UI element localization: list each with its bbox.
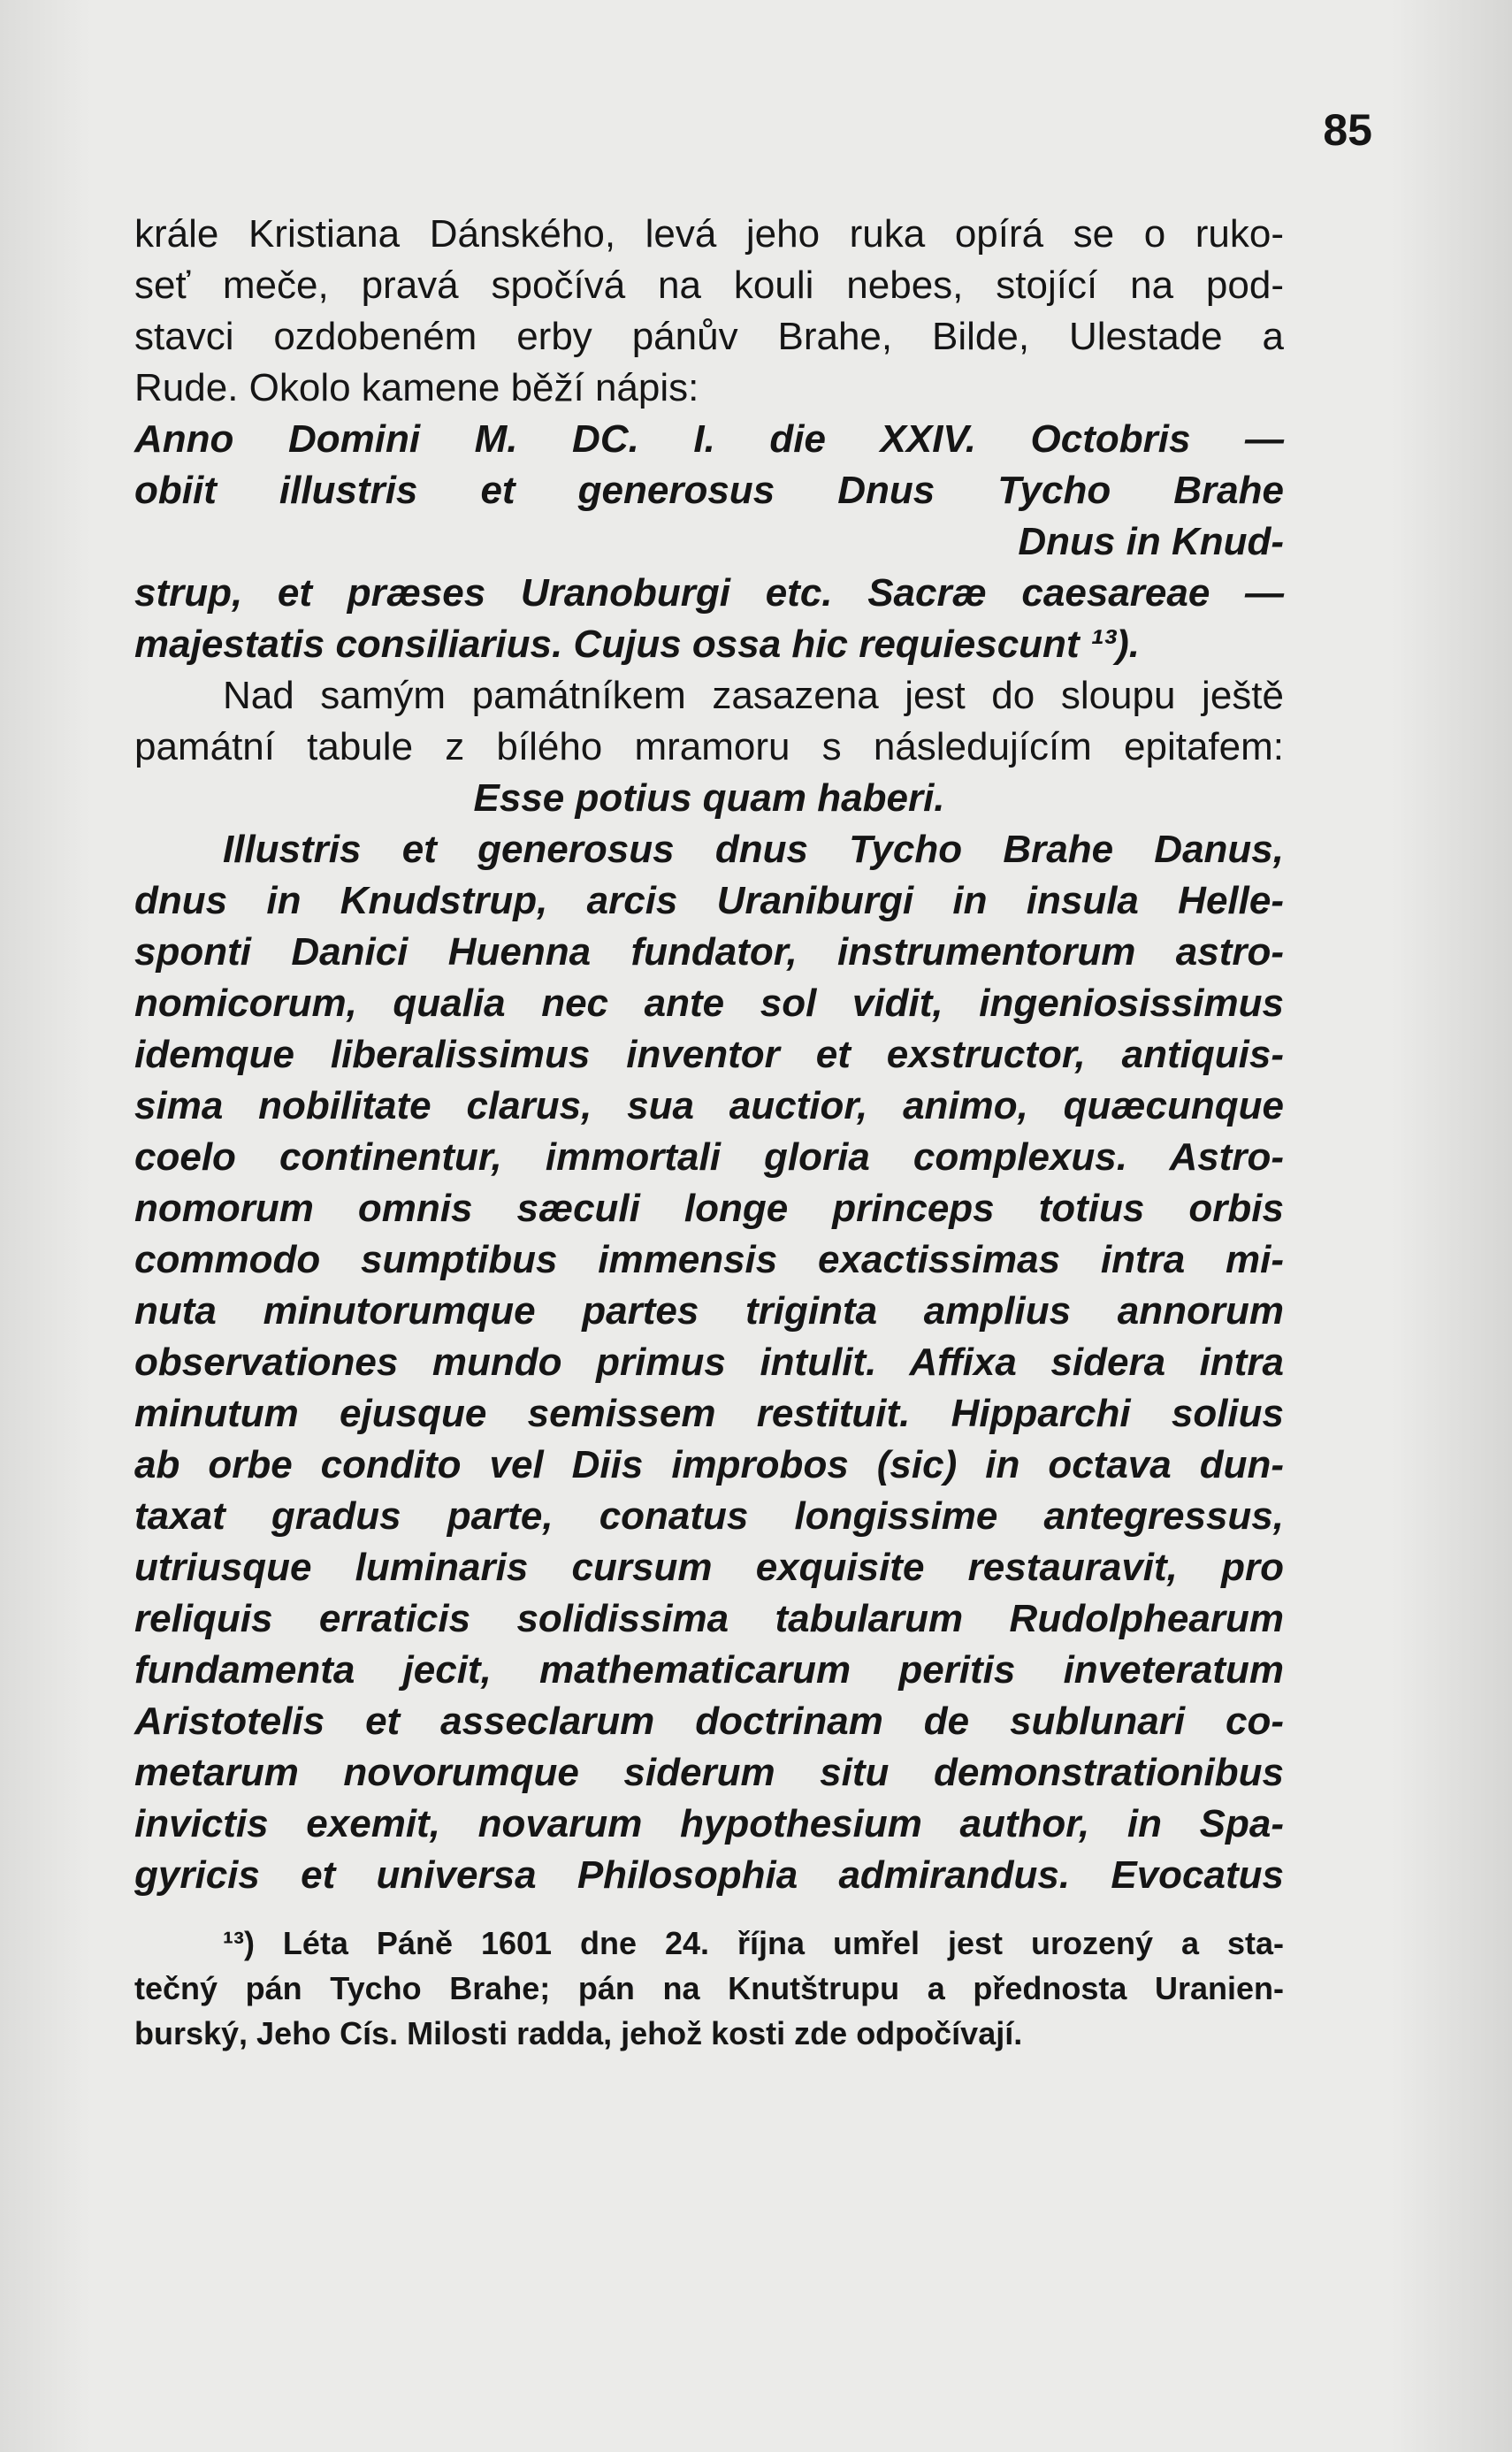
epitaph-line: observationes mundo primus intulit. Affixa sidera intra bbox=[134, 1341, 1284, 1384]
inscription-line: Anno Domini M. DC. I. die XXIV. Octobris — bbox=[134, 417, 1284, 461]
epitaph-line: Illustris et generosus dnus Tycho Brahe Danus, bbox=[223, 828, 1284, 871]
page-number: 85 bbox=[1323, 105, 1372, 155]
epitaph-motto: Esse potius quam haberi. bbox=[473, 776, 945, 820]
inscription-line: majestatis consiliarius. Cujus ossa hic requiescunt ¹³). bbox=[134, 623, 1140, 666]
inscription-line: Dnus in Knud- bbox=[1018, 520, 1284, 563]
epitaph-line: idemque liberalissimus inventor et exstructor, antiquis- bbox=[134, 1033, 1284, 1076]
page-text bbox=[134, 209, 1284, 2056]
body-line: Rude. Okolo kamene běží nápis: bbox=[134, 366, 699, 409]
epitaph-line: Aristotelis et asseclarum doctrinam de sublunari co- bbox=[134, 1700, 1284, 1743]
epitaph-line: coelo continentur, immortali gloria complexus. Astro- bbox=[134, 1135, 1284, 1179]
epitaph-line: nuta minutorumque partes triginta amplius annorum bbox=[134, 1289, 1284, 1333]
footnote bbox=[134, 1921, 1284, 2056]
footnote-line: burský, Jeho Cís. Milosti radda, jehož kosti zde odpočívají. bbox=[134, 2015, 1023, 2051]
epitaph-line: ab orbe condito vel Diis improbos (sic) in octava dun- bbox=[134, 1443, 1284, 1486]
epitaph-line: fundamenta jecit, mathematicarum peritis inveteratum bbox=[134, 1648, 1284, 1692]
epitaph-line: reliquis erraticis solidissima tabularum Rudolphearum bbox=[134, 1597, 1284, 1640]
body-line: stavci ozdobeném erby pánův Brahe, Bilde, Ulestade a bbox=[134, 315, 1284, 358]
epitaph-line: nomorum omnis sæculi longe princeps totius orbis bbox=[134, 1187, 1284, 1230]
epitaph-line: nomicorum, qualia nec ante sol vidit, ingeniosissimus bbox=[134, 982, 1284, 1025]
epitaph-line: sponti Danici Huenna fundator, instrumentorum astro- bbox=[134, 930, 1284, 974]
paragraph-line: Nad samým památníkem zasazena jest do sloupu ještě bbox=[223, 674, 1284, 717]
epitaph-line: sima nobilitate clarus, sua auctior, animo, quæcunque bbox=[134, 1084, 1284, 1127]
inscription-line: strup, et præses Uranoburgi etc. Sacræ caesareae — bbox=[134, 571, 1284, 615]
epitaph-line: gyricis et universa Philosophia admirandus. Evocatus bbox=[134, 1853, 1284, 1897]
epitaph-line: taxat gradus parte, conatus longissime antegressus, bbox=[134, 1494, 1284, 1538]
footnote-line: ¹³) Léta Páně 1601 dne 24. října umřel jest urozený a sta- bbox=[223, 1925, 1284, 1961]
footnote-line: tečný pán Tycho Brahe; pán na Knutštrupu a přednosta Uranien- bbox=[134, 1970, 1284, 2006]
epitaph-line: minutum ejusque semissem restituit. Hipparchi solius bbox=[134, 1392, 1284, 1435]
epitaph-line: invictis exemit, novarum hypothesium author, in Spa- bbox=[134, 1802, 1284, 1845]
epitaph-line: dnus in Knudstrup, arcis Uraniburgi in insula Helle- bbox=[134, 879, 1284, 922]
epitaph-line: utriusque luminaris cursum exquisite restauravit, pro bbox=[134, 1546, 1284, 1589]
epitaph-line: commodo sumptibus immensis exactissimas intra mi- bbox=[134, 1238, 1284, 1281]
paragraph-line: památní tabule z bílého mramoru s následujícím epitafem: bbox=[134, 725, 1284, 768]
body-line: seť meče, pravá spočívá na kouli nebes, stojící na pod- bbox=[134, 264, 1284, 307]
inscription-line: obiit illustris et generosus Dnus Tycho Brahe bbox=[134, 469, 1284, 512]
body-line: krále Kristiana Dánského, levá jeho ruka opírá se o ruko- bbox=[134, 212, 1284, 256]
epitaph-line: metarum novorumque siderum situ demonstrationibus bbox=[134, 1751, 1284, 1794]
